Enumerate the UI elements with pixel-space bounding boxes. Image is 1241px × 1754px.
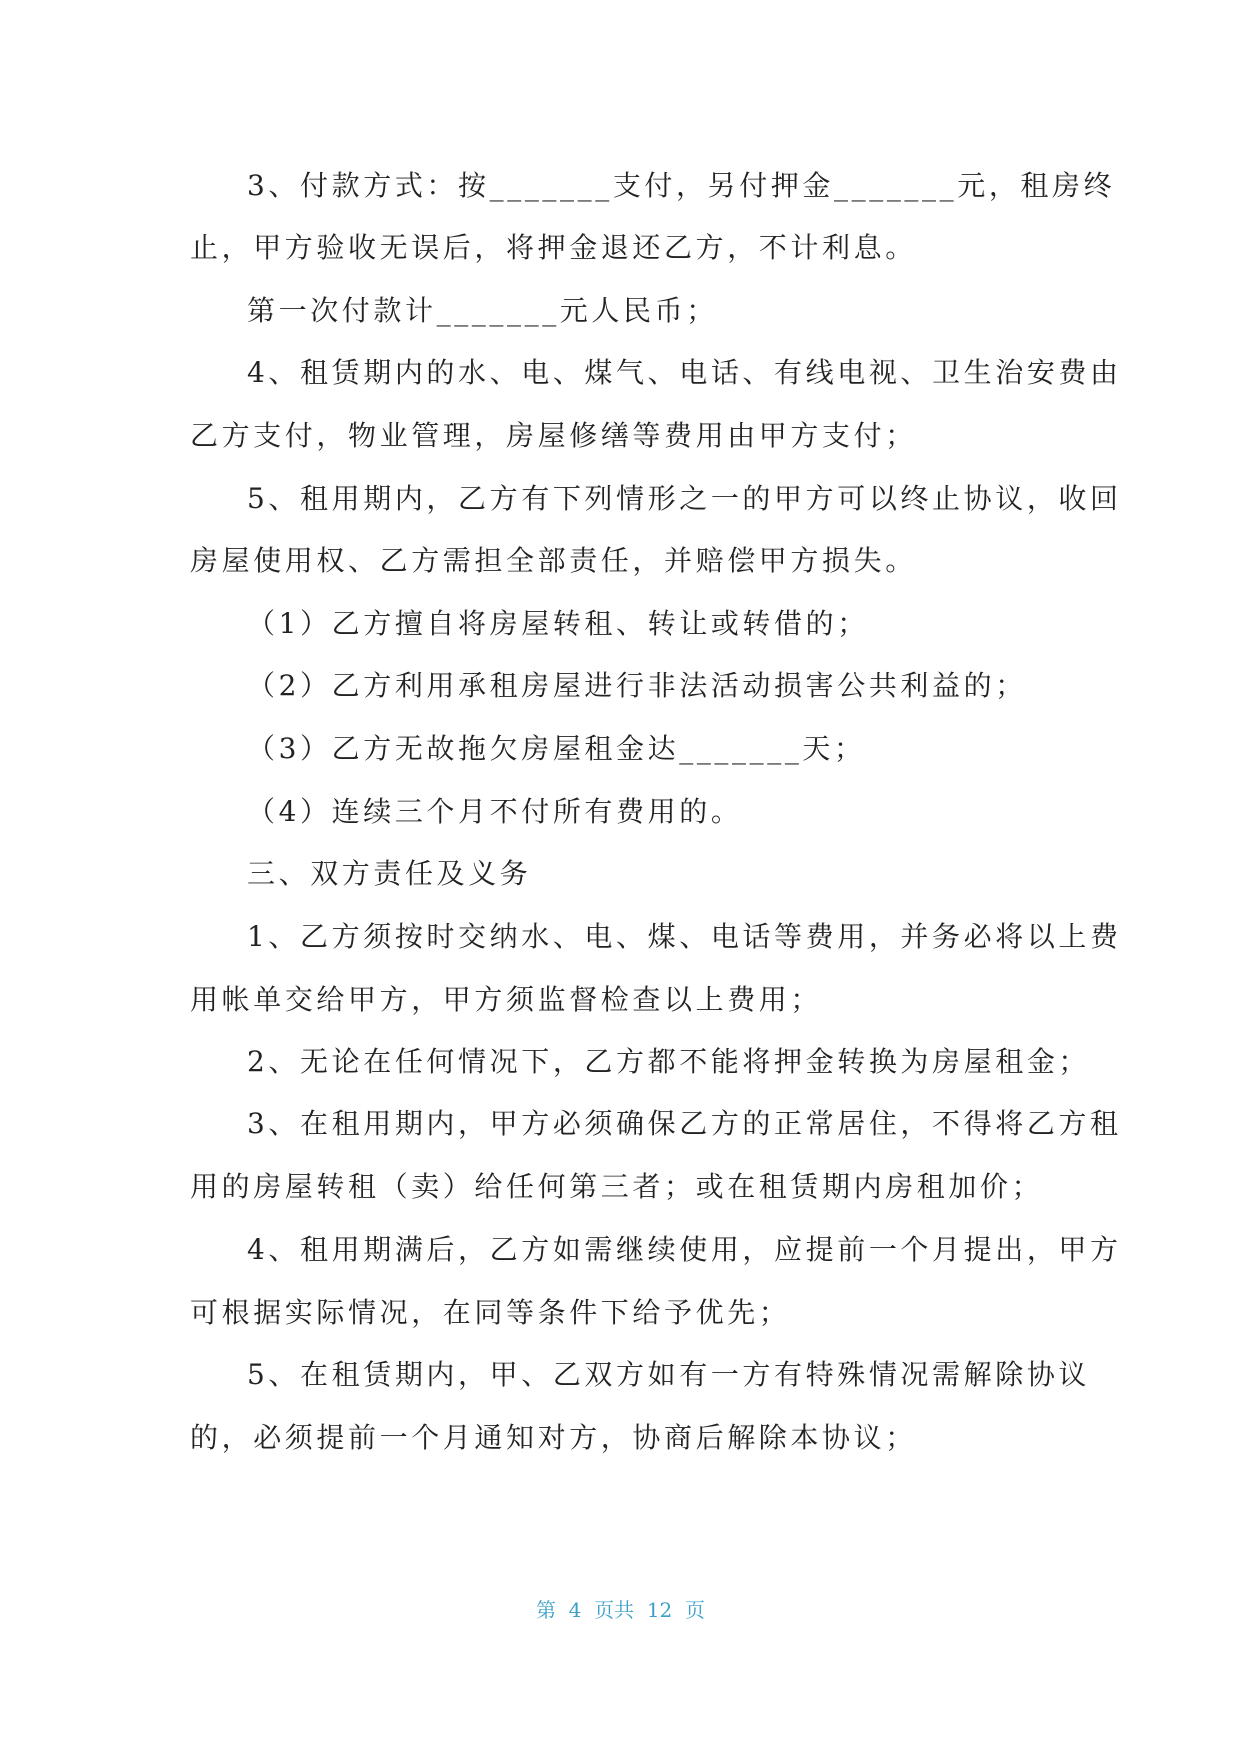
paragraph-line: 2、无论在任何情况下，乙方都不能将押金转换为房屋租金； xyxy=(247,1045,1091,1078)
paragraph-line: （4）连续三个月不付所有费用的。 xyxy=(247,795,743,828)
paragraph-line: 3、付款方式：按_______支付，另付押金_______元，租房终 xyxy=(247,169,1116,202)
paragraph-line: 4、租用期满后，乙方如需继续使用，应提前一个月提出，甲方 xyxy=(247,1233,1122,1266)
paragraph-line: 3、在租用期内，甲方必须确保乙方的正常居住，不得将乙方租 xyxy=(247,1107,1122,1140)
paragraph-line: 可根据实际情况，在同等条件下给予优先； xyxy=(190,1296,791,1329)
paragraph-line: 的，必须提前一个月通知对方，协商后解除本协议； xyxy=(190,1421,917,1454)
paragraph-line: （3）乙方无故拖欠房屋租金达_______天； xyxy=(247,732,866,765)
paragraph-line: 用帐单交给甲方，甲方须监督检查以上费用； xyxy=(190,983,823,1016)
paragraph-line: 房屋使用权、乙方需担全部责任，并赔偿甲方损失。 xyxy=(190,544,917,577)
paragraph-line: 第一次付款计_______元人民币； xyxy=(247,294,718,327)
paragraph-line: 止，甲方验收无误后，将押金退还乙方，不计利息。 xyxy=(190,231,917,264)
paragraph-line: 5、租用期内，乙方有下列情形之一的甲方可以终止协议，收回 xyxy=(247,482,1122,515)
section-heading: 三、双方责任及义务 xyxy=(247,857,532,890)
paragraph-line: （1）乙方擅自将房屋转租、转让或转借的； xyxy=(247,607,869,640)
page-number-footer: 第 4 页共 12 页 xyxy=(535,1598,706,1622)
paragraph-line: 5、在租赁期内，甲、乙双方如有一方有特殊情况需解除协议 xyxy=(247,1358,1091,1391)
paragraph-line: 4、租赁期内的水、电、煤气、电话、有线电视、卫生治安费由 xyxy=(247,356,1122,389)
paragraph-line: （2）乙方利用承租房屋进行非法活动损害公共利益的； xyxy=(247,669,1027,702)
paragraph-line: 用的房屋转租（卖）给任何第三者；或在租赁期内房租加价； xyxy=(190,1170,1044,1203)
paragraph-line: 乙方支付，物业管理，房屋修缮等费用由甲方支付； xyxy=(190,419,917,452)
paragraph-line: 1、乙方须按时交纳水、电、煤、电话等费用，并务必将以上费 xyxy=(247,920,1122,953)
